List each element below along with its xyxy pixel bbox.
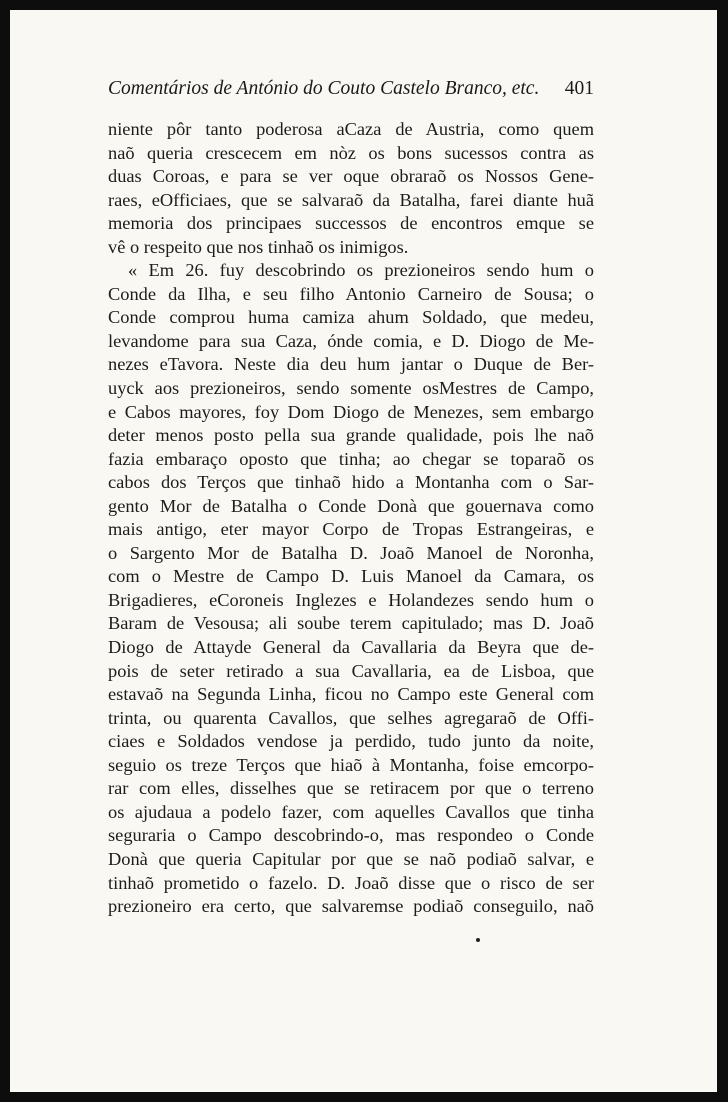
body-text <box>108 118 594 919</box>
text-line: os ajudaua a podelo fazer, com aquelles Cavallos que tinha <box>108 801 594 822</box>
text-line: mais antigo, eter mayor Corpo de Tropas Estrangeiras, e <box>108 519 594 540</box>
text-line: Conde comprou huma camiza ahum Soldado, que medeu, <box>108 307 594 328</box>
text-line: uyck aos prezioneiros, sendo somente osMestres de Campo, <box>108 378 594 399</box>
text-line: seguio os treze Terços que hiaõ à Montanha, foise emcorpo- <box>108 754 594 775</box>
book-page <box>10 10 717 1092</box>
text-line: Baram de Vesousa; ali soube terem capitulado; mas D. Joaõ <box>108 613 594 634</box>
text-line: Diogo de Attayde General da Cavallaria da Beyra que de- <box>108 637 594 658</box>
text-line: Brigadieres, eCoroneis Inglezes e Holandezes sendo hum o <box>108 589 594 610</box>
text-line: estavaõ na Segunda Linha, ficou no Campo este General com <box>108 684 594 705</box>
text-line: Conde da Ilha, e seu filho Antonio Carneiro de Sousa; o <box>108 283 594 304</box>
running-title: Comentários de António do Couto Castelo Branco, etc. <box>108 78 540 99</box>
text-line: seguraria o Campo descobrindo-o, mas respondeo o Conde <box>108 825 594 846</box>
text-line: raes, eOfficiaes, que se salvaraõ da Batalha, farei diante huã <box>108 189 594 210</box>
text-line: pois de seter retirado a sua Cavallaria, ea de Lisboa, que <box>108 660 594 681</box>
text-line: fazia embaraço oposto que tinha; ao chegar se toparaõ os <box>108 448 594 469</box>
text-line: « Em 26. fuy descobrindo os prezioneiros sendo hum o <box>128 260 594 281</box>
text-line: nezes eTavora. Neste dia deu hum jantar o Duque de Ber- <box>108 354 594 375</box>
text-line: trinta, ou quarenta Cavallos, que selhes agregaraõ de Offi- <box>108 707 594 728</box>
text-line: e Cabos mayores, foy Dom Diogo de Menezes, sem embargo <box>108 401 594 422</box>
text-line: gento Mor de Batalha o Conde Donà que gouernava como <box>108 495 594 516</box>
text-line: naõ queria crescecem em nòz os bons sucessos contra as <box>108 142 594 163</box>
text-line: tinhaõ prometido o fazelo. D. Joaõ disse que o risco de ser <box>108 872 594 893</box>
text-line: prezioneiro era certo, que salvaremse podiaõ conseguilo, naõ <box>108 896 594 917</box>
ink-speck <box>476 938 480 942</box>
page-number: 401 <box>564 78 594 99</box>
text-line: ciaes e Soldados vendose ja perdido, tudo junto da noite, <box>108 731 594 752</box>
text-line: memoria dos principaes successos de encontros emque se <box>108 213 594 234</box>
text-line: cabos dos Terços que tinhaõ hido a Montanha com o Sar- <box>108 472 594 493</box>
text-line: deter menos posto pella sua grande qualidade, pois lhe naõ <box>108 425 594 446</box>
text-line: levandome para sua Caza, ónde comia, e D. Diogo de Me- <box>108 330 594 351</box>
text-line: duas Coroas, e para se ver oque obraraõ os Nossos Gene- <box>108 166 594 187</box>
text-line: vê o respeito que nos tinhaõ os inimigos. <box>108 236 409 257</box>
text-line: niente pôr tanto poderosa aCaza de Austria, como quem <box>108 119 594 139</box>
text-line: rar com elles, disselhes que se retiracem por que o terreno <box>108 778 594 799</box>
running-header <box>108 78 594 106</box>
text-line: com o Mestre de Campo D. Luis Manoel da Camara, os <box>108 566 594 587</box>
text-line: o Sargento Mor de Batalha D. Joaõ Manoel de Noronha, <box>108 542 594 563</box>
text-line: Donà que queria Capitular por que se naõ podiaõ salvar, e <box>108 848 594 869</box>
